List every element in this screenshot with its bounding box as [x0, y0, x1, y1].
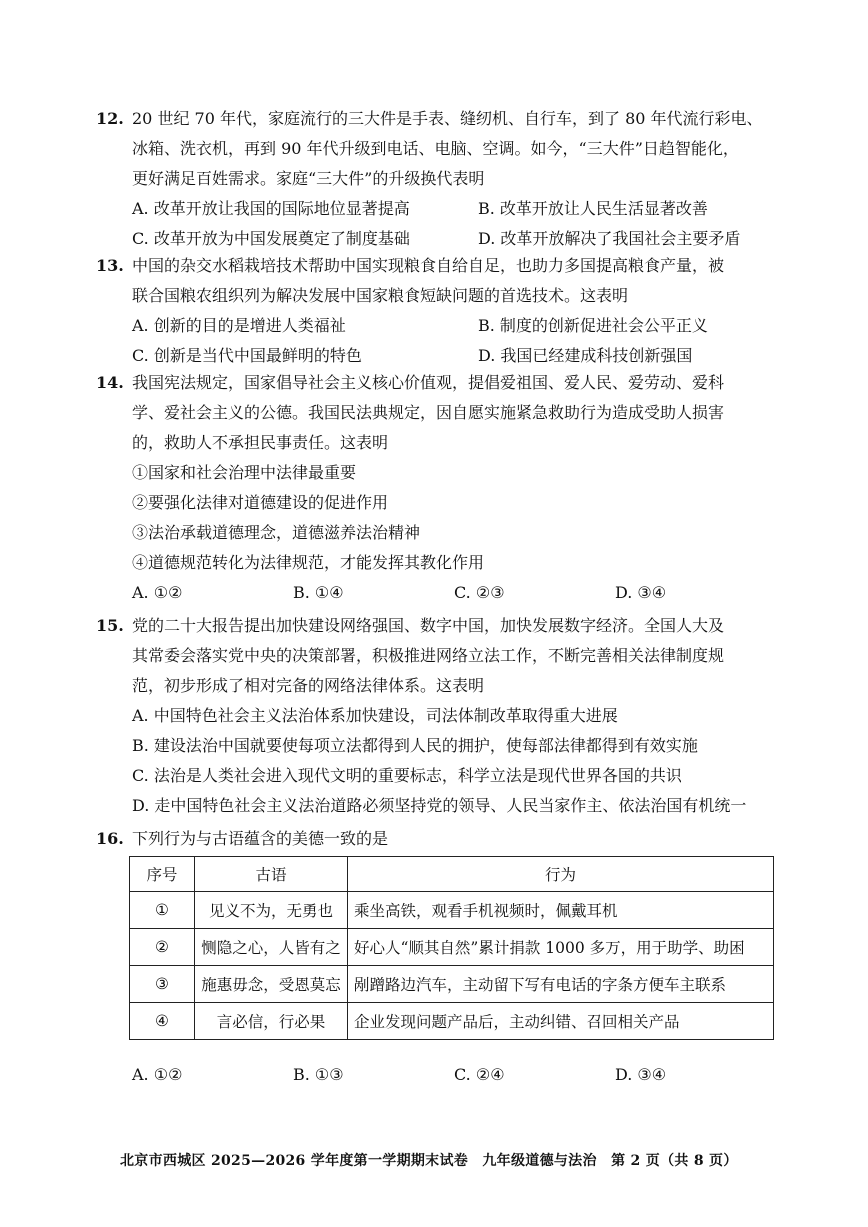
- option-a[interactable]: A. 改革开放让我国的国际地位显著提高: [132, 199, 410, 218]
- option-row: [96, 578, 776, 608]
- question-15: [96, 611, 776, 821]
- option-a[interactable]: A. ①②: [132, 583, 183, 602]
- question-stem-line: 20 世纪 70 年代，家庭流行的三大件是手表、缝纫机、自行车，到了 80 年代流行彩电、: [132, 109, 763, 128]
- row-saying: 见义不为，无勇也: [195, 892, 348, 929]
- question-stem-line: 我国宪法规定，国家倡导社会主义核心价值观，提倡爱祖国、爱人民、爱劳动、爱科: [132, 373, 725, 392]
- question-16: [96, 824, 776, 854]
- option-c[interactable]: C. 创新是当代中国最鲜明的特色: [132, 346, 362, 365]
- question-number: 16.: [96, 829, 124, 848]
- option-b[interactable]: B. 建设法治中国就要使每项立法都得到人民的拥护，使每部法律都得到有效实施: [132, 736, 698, 755]
- option-c[interactable]: C. ②④: [454, 1065, 505, 1084]
- question-number: 13.: [96, 256, 124, 275]
- statement-4: ④道德规范转化为法律规范，才能发挥其教化作用: [132, 553, 485, 572]
- question-number: 15.: [96, 616, 124, 635]
- table-header-row: [130, 857, 774, 892]
- option-row: [96, 194, 776, 224]
- question-stem-line: 下列行为与古语蕴含的美德一致的是: [132, 829, 389, 848]
- option-d[interactable]: D. 我国已经建成科技创新强国: [478, 346, 693, 365]
- question-stem-line: 党的二十大报告提出加快建设网络强国、数字中国，加快发展数字经济。全国人大及: [132, 616, 725, 635]
- row-behavior: 乘坐高铁，观看手机视频时，佩戴耳机: [348, 892, 774, 929]
- question-12: [96, 104, 776, 254]
- option-a[interactable]: A. ①②: [132, 1065, 183, 1084]
- option-row: [96, 341, 776, 371]
- row-number: ①: [130, 892, 195, 929]
- question-stem-line: 学、爱社会主义的公德。我国民法典规定，因自愿实施紧急救助行为造成受助人损害: [132, 403, 725, 422]
- question-stem-line: 更好满足百姓需求。家庭“三大件”的升级换代表明: [132, 169, 485, 188]
- option-d[interactable]: D. 走中国特色社会主义法治道路必须坚持党的领导、人民当家作主、依法治国有机统一: [132, 796, 747, 815]
- column-header-behavior: 行为: [348, 857, 774, 892]
- option-row: [96, 1060, 776, 1090]
- question-stem-line: 中国的杂交水稻栽培技术帮助中国实现粮食自给自足，也助力多国提高粮食产量，被: [132, 256, 725, 275]
- column-header-saying: 古语: [195, 857, 348, 892]
- row-saying: 言必信，行必果: [195, 1003, 348, 1040]
- option-b[interactable]: B. ①③: [293, 1065, 344, 1084]
- option-c[interactable]: C. 改革开放为中国发展奠定了制度基础: [132, 229, 410, 248]
- column-header-number: 序号: [130, 857, 195, 892]
- statement-2: ②要强化法律对道德建设的促进作用: [132, 493, 389, 512]
- option-d[interactable]: D. ③④: [615, 583, 667, 602]
- row-behavior: 好心人“顺其自然”累计捐款 1000 多万，用于助学、助困: [348, 929, 774, 966]
- table-row: [130, 892, 774, 929]
- statement-1: ①国家和社会治理中法律最重要: [132, 463, 357, 482]
- table-row: [130, 929, 774, 966]
- question-13: [96, 251, 776, 371]
- option-row: [96, 311, 776, 341]
- table-row: [130, 1003, 774, 1040]
- question-stem-line: 联合国粮农组织列为解决发展中国家粮食短缺问题的首选技术。这表明: [132, 286, 629, 305]
- question-stem-line: 范，初步形成了相对完备的网络法律体系。这表明: [132, 676, 485, 695]
- option-a[interactable]: A. 中国特色社会主义法治体系加快建设，司法体制改革取得重大进展: [132, 706, 618, 725]
- row-number: ④: [130, 1003, 195, 1040]
- row-number: ③: [130, 966, 195, 1003]
- question-number: 12.: [96, 109, 124, 128]
- page-footer: 北京市西城区 2025—2026 学年度第一学期期末试卷 九年级道德与法治 第 2 页（共 8 页）: [120, 1153, 738, 1169]
- virtues-table: [129, 856, 774, 1040]
- question-14: [96, 368, 776, 608]
- question-stem-line: 冰箱、洗衣机，再到 90 年代升级到电话、电脑、空调。如今，“三大件”日趋智能化，: [132, 139, 739, 158]
- option-b[interactable]: B. 制度的创新促进社会公平正义: [478, 316, 708, 335]
- question-16-options: [96, 1060, 776, 1090]
- option-d[interactable]: D. ③④: [615, 1065, 667, 1084]
- statement-3: ③法治承载道德理念，道德滋养法治精神: [132, 523, 421, 542]
- table-row: [130, 966, 774, 1003]
- question-number: 14.: [96, 373, 124, 392]
- question-stem-line: 其常委会落实党中央的决策部署，积极推进网络立法工作，不断完善相关法律制度规: [132, 646, 725, 665]
- row-number: ②: [130, 929, 195, 966]
- option-b[interactable]: B. 改革开放让人民生活显著改善: [478, 199, 708, 218]
- option-b[interactable]: B. ①④: [293, 583, 344, 602]
- option-d[interactable]: D. 改革开放解决了我国社会主要矛盾: [478, 229, 741, 248]
- row-saying: 施惠毋念，受恩莫忘: [195, 966, 348, 1003]
- option-row: [96, 224, 776, 254]
- option-c[interactable]: C. ②③: [454, 583, 505, 602]
- row-behavior: 剐蹭路边汽车，主动留下写有电话的字条方便车主联系: [348, 966, 774, 1003]
- option-a[interactable]: A. 创新的目的是增进人类福祉: [132, 316, 346, 335]
- option-c[interactable]: C. 法治是人类社会进入现代文明的重要标志，科学立法是现代世界各国的共识: [132, 766, 682, 785]
- row-saying: 恻隐之心，人皆有之: [195, 929, 348, 966]
- row-behavior: 企业发现问题产品后，主动纠错、召回相关产品: [348, 1003, 774, 1040]
- question-stem-line: 的，救助人不承担民事责任。这表明: [132, 433, 389, 452]
